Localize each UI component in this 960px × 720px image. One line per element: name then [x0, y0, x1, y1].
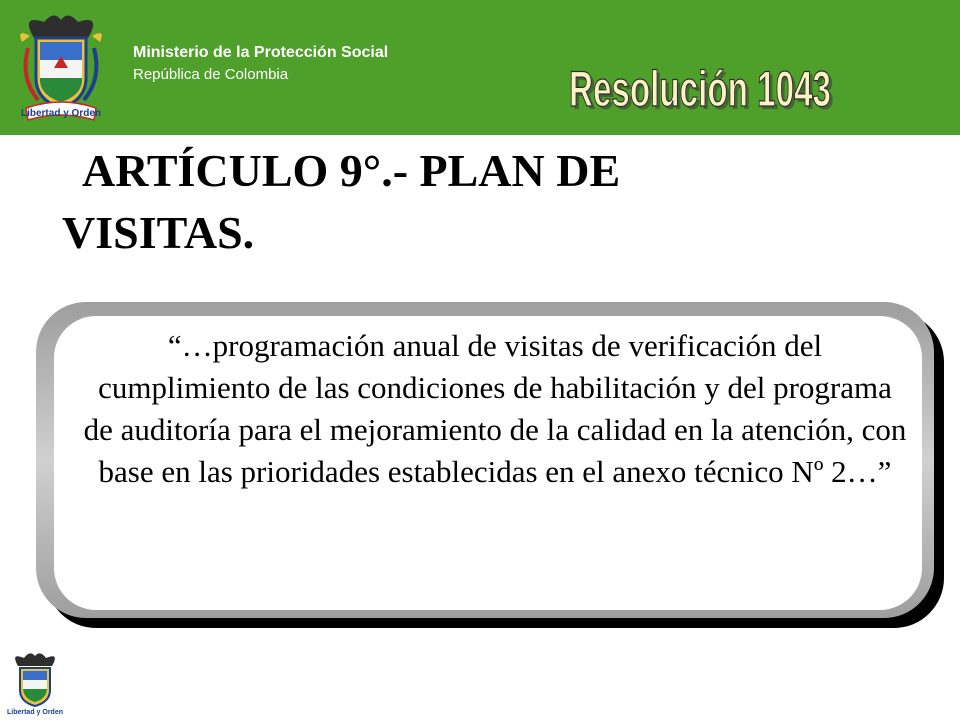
republic-name: República de Colombia — [133, 66, 289, 83]
resolution-heading — [555, 54, 845, 126]
logo-caption: Libertad y Orden — [20, 108, 102, 119]
header-banner — [0, 0, 960, 135]
resolution-shadow: Resolución 1043 — [572, 64, 834, 120]
ministry-name: Ministerio de la Protección Social — [133, 44, 389, 61]
coat-of-arms-icon — [14, 8, 108, 128]
footer-coat-of-arms-icon — [6, 650, 64, 716]
article-title: ARTÍCULO 9°.- PLAN DE VISITAS. — [62, 145, 621, 258]
quote-text: “…programación anual de visitas de verificación del cumplimiento de las condiciones de habilitación y del programa de auditoría para el mejoramiento de la calidad en la atención, con base en las prioridades establecidas en el anexo técnico Nº 2…” — [83, 328, 907, 489]
resolution-text: Resolución 1043 — [569, 61, 831, 117]
footer-logo-caption: Libertad y Orden — [6, 709, 64, 716]
